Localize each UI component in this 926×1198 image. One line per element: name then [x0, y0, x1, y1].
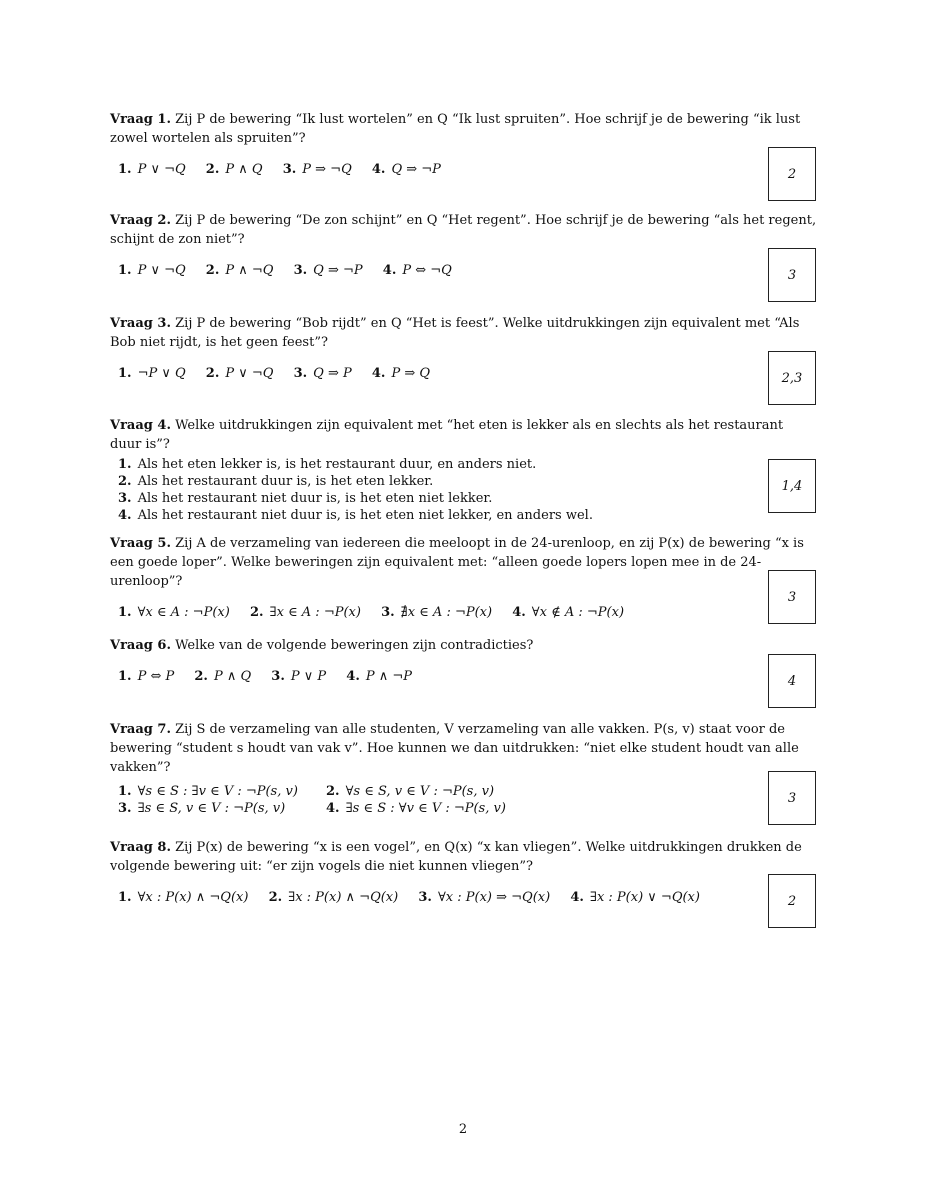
option-3: 3. ∃s ∈ S, v ∈ V : ¬P(s, v): [118, 801, 286, 816]
question-text: Zij P(x) de bewering “x is een vogel”, en Q(x) “x kan vliegen”. Welke uitdrukkingen drukken de volgende bewering uit: “er zijn vogels die niet kunnen vliegen”?: [110, 840, 802, 874]
answer-box-5: 3: [768, 570, 816, 624]
option-4: 4. ∃x : P(x) ∨ ¬Q(x): [570, 890, 700, 905]
options: [110, 667, 818, 686]
option-2: 2. Als het restaurant duur is, is het eten lekker.: [118, 474, 434, 489]
option-3: 3. P ⇒ ¬Q: [282, 162, 352, 177]
option-4: 4. Als het restaurant niet duur is, is het eten niet lekker, en anders wel.: [118, 508, 593, 523]
option-2: 2. ∃x ∈ A : ¬P(x): [249, 605, 361, 620]
question-text: Welke van de volgende beweringen zijn contradicties?: [175, 638, 534, 653]
option-2: 2. P ∧ Q: [205, 162, 263, 177]
option-4: 4. P ⇔ ¬Q: [382, 263, 452, 278]
options: [110, 261, 818, 280]
question-3: [110, 314, 818, 383]
question-text: Welke uitdrukkingen zijn equivalent met “het eten is lekker als en slechts als het restaurant duur is”?: [110, 418, 784, 452]
answer-box-3: 2,3: [768, 351, 816, 405]
question-label: Vraag 1.: [110, 112, 171, 127]
question-text: Zij P de bewering “Ik lust wortelen” en Q “Ik lust spruiten”. Hoe schrijf je de bewering “ik lust zowel wortelen als spruiten”?: [110, 112, 801, 146]
answer-box-1: 2: [768, 147, 816, 201]
option-3: 3. ∄x ∈ A : ¬P(x): [381, 605, 493, 620]
option-4: 4. ∀x ∉ A : ¬P(x): [512, 605, 625, 620]
option-4: 4. P ⇒ Q: [371, 366, 431, 381]
options: [110, 888, 818, 907]
option-4: 4. Q ⇒ ¬P: [371, 162, 441, 177]
option-2: 2. ∀s ∈ S, v ∈ V : ¬P(s, v): [326, 784, 495, 799]
question-4: [110, 416, 818, 524]
question-text: Zij P de bewering “De zon schijnt” en Q “Het regent”. Hoe schrijf je de bewering “als het regent, schijnt de zon niet”?: [110, 213, 817, 247]
question-8: [110, 838, 818, 907]
option-1: 1. P ⇔ P: [118, 669, 175, 684]
option-3: 3. ∀x : P(x) ⇒ ¬Q(x): [418, 890, 551, 905]
answer-box-7: 3: [768, 771, 816, 825]
option-1: 1. Als het eten lekker is, is het restaurant duur, en anders niet.: [118, 457, 537, 472]
question-label: Vraag 5.: [110, 536, 171, 551]
question-1: [110, 110, 818, 179]
options: [110, 603, 818, 622]
option-4: 4. ∃s ∈ S : ∀v ∈ V : ¬P(s, v): [326, 801, 506, 816]
option-2: 2. ∃x : P(x) ∧ ¬Q(x): [268, 890, 399, 905]
question-5: [110, 534, 818, 622]
option-2: 2. P ∧ Q: [194, 669, 252, 684]
options: [110, 783, 818, 817]
option-2: 2. P ∨ ¬Q: [205, 366, 274, 381]
question-text: Zij A de verzameling van iedereen die meeloopt in de 24-urenloop, en zij P(x) de bewering “x is een goede loper”. Welke beweringen zijn equivalent met: “alleen goede lopers lopen mee in de 24-urenloop”?: [110, 536, 804, 589]
option-1: 1. ∀x ∈ A : ¬P(x): [118, 605, 230, 620]
options: [110, 160, 818, 179]
answer-box-2: 3: [768, 248, 816, 302]
question-7: [110, 720, 818, 817]
question-label: Vraag 2.: [110, 213, 171, 228]
option-2: 2. P ∧ ¬Q: [205, 263, 274, 278]
page-number: 2: [458, 1122, 468, 1137]
question-6: [110, 636, 818, 686]
question-2: [110, 211, 818, 280]
answer-box-6: 4: [768, 654, 816, 708]
question-label: Vraag 6.: [110, 638, 171, 653]
question-text: Zij S de verzameling van alle studenten, V verzameling van alle vakken. P(s, v) staat voor de bewering “student s houdt van vak v”. Hoe kunnen we dan uitdrukken: “niet elke student houdt van alle vakken”?: [110, 722, 799, 775]
option-1: 1. ∀s ∈ S : ∃v ∈ V : ¬P(s, v): [118, 784, 298, 799]
answer-box-4: 1,4: [768, 459, 816, 513]
options: [110, 456, 818, 524]
option-3: 3. Als het restaurant niet duur is, is het eten niet lekker.: [118, 491, 493, 506]
option-4: 4. P ∧ ¬P: [346, 669, 413, 684]
question-label: Vraag 4.: [110, 418, 171, 433]
option-1: 1. ∀x : P(x) ∧ ¬Q(x): [118, 890, 249, 905]
option-1: 1. P ∨ ¬Q: [118, 263, 186, 278]
question-label: Vraag 3.: [110, 316, 171, 331]
option-1: 1. ¬P ∨ Q: [118, 366, 186, 381]
question-text: Zij P de bewering “Bob rijdt” en Q “Het is feest”. Welke uitdrukkingen zijn equivalent met “Als Bob niet rijdt, is het geen feest”?: [110, 316, 800, 350]
answer-box-8: 2: [768, 874, 816, 928]
option-1: 1. P ∨ ¬Q: [118, 162, 186, 177]
question-label: Vraag 7.: [110, 722, 171, 737]
option-3: 3. Q ⇒ ¬P: [293, 263, 363, 278]
options: [110, 364, 818, 383]
option-3: 3. P ∨ P: [271, 669, 327, 684]
option-3: 3. Q ⇒ P: [293, 366, 352, 381]
question-label: Vraag 8.: [110, 840, 171, 855]
